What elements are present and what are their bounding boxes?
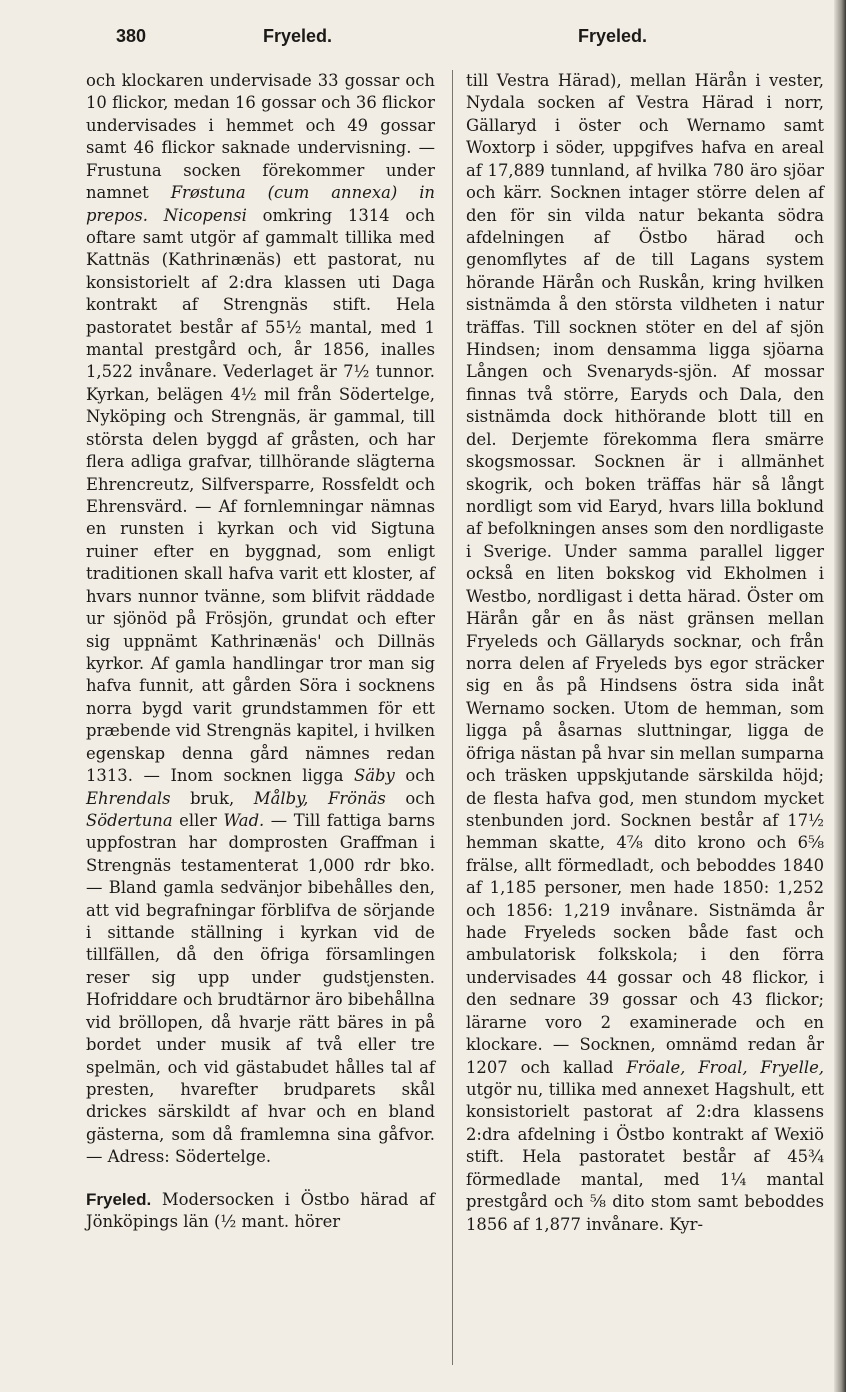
frustuna-paragraph: och klockaren undervisade 33 gossar och 10 flickor, medan 16 gossar och 36 flickor undervisades i hemmet och 49 gossar samt 46 flickor saknade undervisning. — Frustuna socken förekommer under namnet Frøstuna (cum annexa) in prepos. Nicopensi omkring 1314 och oftare samt utgör af gammalt tillika med Kattnäs (Kathrinænäs) ett pastorat, nu konsistorielt af 2:dra klassen uti Daga kontrakt af Strengnäs stift. Hela pastoratet består af 55½ mantal, med 1 mantal prestgård och, år 1856, inalles 1,522 invånare. Vederlaget är 7½ tunnor. Kyrkan, belägen 4½ mil från Södertelge, Nyköping och Strengnäs, är gammal, till största delen byggd af gråsten, och har flera adliga grafvar, tillhörande slägterna Ehrencreutz, Silfversparre, Rossfeldt och Ehrensvärd. — Af fornlemningar nämnas en runsten i kyrkan och vid Sigtuna ruiner efter en byggnad, som enligt traditionen skall hafva varit ett kloster, af hvars nunnor tvänne, som blifvit räddade ur sjönöd på Frösjön, grundat och efter sig uppnämt Kathrinænäs' och Dillnäs kyrkor. Af gamla handlingar tror man sig hafva funnit, att gården Söra i socknens norra bygd varit grundstammen för ett præbende vid Strengnäs kapitel, i hvilken egenskap denna gård nämnes redan 1313. — Inom socknen ligga Säby och Ehrendals bruk, Målby, Frönäs och Södertuna eller Wad. — Till fattiga barns uppfostran har domprosten Graffman i Strengnäs testamenterat 1,000 rdr bko. — Bland gamla sedvänjor bibehålles den, att vid begrafningar förblifva de sörjande i sittande ställning i kyrkan vid de tillfällen, då den öfriga församlingen reser sig upp under gudstjensten. Hofriddare och brudtärnor äro bibehållna vid bröllopen, då hvarje rätt bäres in på bordet under musik af två eller tre spelmän, och vid gästabudet hålles tal af presten, hvarefter brudparets skål drickes särskildt af hvar och en bland gästerna, som då framlemna sina gåfvor. — Adress: Södertelge. — [86, 71, 436, 1167]
left-running-head: Fryeled. — [263, 26, 333, 46]
fryeled-paragraph: till Vestra Härad), mellan Härån i vester, Nydala socken af Vestra Härad i norr, Gällaryd i öster och Wernamo samt Woxtorp i söder, uppgifves hafva en areal af 17,889 tunnland, af hvilka 780 äro sjöar och kärr. Socknen intager större delen af den för sin vilda natur bekanta södra afdelningen af Östbo härad och genomflytes af de till Lagans system hörande Härån och Ruskån, kring hvilken sistnämda å den största vildheten i natur träffas. Till socknen stöter en del af sjön Hindsen; inom densamma ligga sjöarna Lången och Svenaryds-sjön. Af mossar finnas två större, Earyds och Dala, den sistnämda dock hithörande blott till en del. Derjemte förekomma flera smärre skogsmossar. Socknen är i allmänhet skogrik, och boken träffas här så långt nordligt som vid Earyd, hvars lilla boklund af befolkningen anses som den nordligaste i Sverige. Under samma parallel ligger också en liten bokskog vid Ekholmen i Westbo, nordligast i detta härad. Öster om Härån går en ås näst gränsen mellan Fryeleds och Gällaryds socknar, och från norra delen af Fryeleds bys egor sträcker sig en ås på Hindsens östra sida inåt Wernamo socken. Utom de hemman, som ligga på åsarnas sluttningar, ligga de öfriga nästan på hvar sin mellan sumparna och träsken uppskjutande särskilda höjd; de flesta hafva god, men stundom mycket stenbunden jord. Socknen består af 17½ hemman skatte, 4⅞ dito krono och 6⅝ frälse, allt förmedladt, och beboddes 1840 af 1,185 personer, men hade 1850: 1,252 och 1856: 1,219 invånare. Sistnämda år hade Fryeleds socken både fast och ambulatorisk folkskola; i den förra undervisades 44 gossar och 48 flickor, i den sednare 39 gossar och 43 flickor; lärarne voro 2 examinerade och en klockare. — Socknen, omnämd redan år 1207 och kallad Fröale, Froal, Fryelle, utgör nu, tillika med annexet Hagshult, ett konsistorielt pastorat af 2:dra klassens 2:dra afdelning i Östbo kontrakt af Wexiö stift. Hela pastoratet består af 45¾ förmedlade mantal, med 1¼ mantal prestgård och ⅝ dito stom samt beboddes 1856 af 1,877 invånare. Kyr- — [466, 71, 824, 1234]
fryeled-entry-start: Fryeled. Modersocken i Östbo härad af Jönköpings län (½ mant. hörer — [86, 1189, 435, 1232]
right-column — [466, 70, 824, 1236]
page-number: 380 — [116, 26, 147, 46]
column-divider — [452, 70, 453, 1365]
left-column — [86, 70, 435, 1234]
entry-heading: Fryeled. — [86, 1189, 152, 1209]
right-running-head: Fryeled. — [578, 26, 648, 46]
page-edge-shadow — [834, 0, 846, 1392]
page-header — [0, 26, 846, 56]
